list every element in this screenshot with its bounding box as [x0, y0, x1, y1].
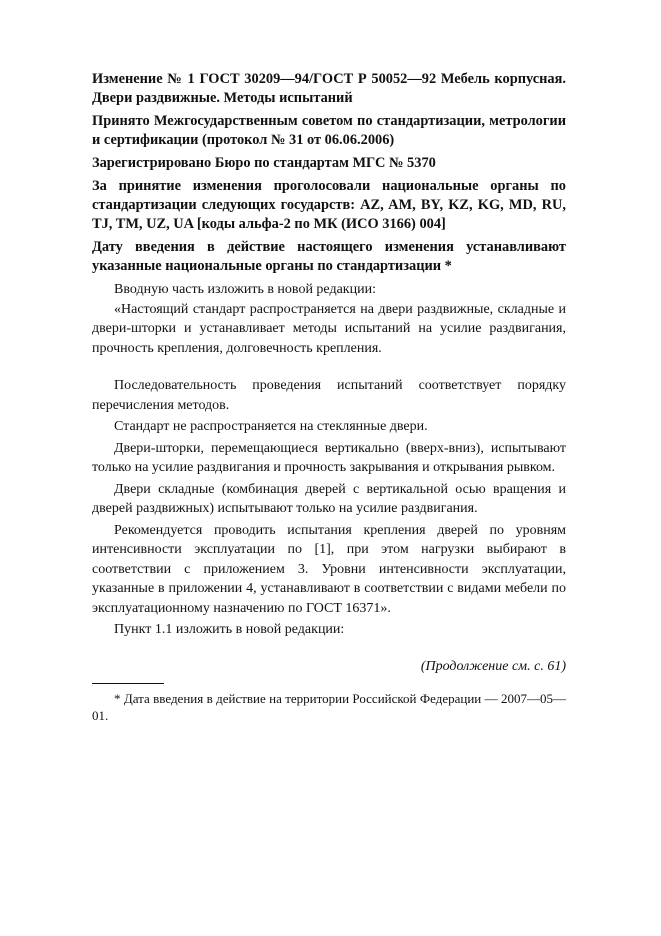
- footnote: * Дата введения в действие на территории Российской Федерации — 2007—05—01.: [92, 691, 566, 723]
- curtain-doors-paragraph: Двери-шторки, перемещающиеся вертикально (вверх-вниз), испытывают только на усилие раздвигания и прочность закрывания и открывания рывком.: [92, 440, 566, 475]
- intro-instruction: Вводную часть изложить в новой редакции:: [114, 282, 376, 297]
- intensity-paragraph: Рекомендуется проводить испытания крепления дверей по уровням интенсивности эксплуатации по [1], при этом нагрузки выбирают в соответствии с приложением 3. Уровни интенсивности эксплуатации, указанные в приложении 4, устанавливают в соответствии с видами мебели по эксплуатационному назначению по ГОСТ 16371».: [92, 522, 566, 616]
- footnote-divider: [92, 683, 164, 684]
- folding-doors-paragraph: Двери складные (комбинация дверей с вертикальной осью вращения и дверей раздвижных) испытывают только на усилие раздвигания.: [92, 481, 566, 516]
- sequence-paragraph: Последовательность проведения испытаний соответствует порядку перечисления методов.: [92, 378, 566, 413]
- effective-date-note: Дату введения в действие настоящего изменения устанавливают указанные национальные органы по стандартизации *: [92, 239, 566, 274]
- amendment-title: Изменение № 1 ГОСТ 30209—94/ГОСТ Р 50052—92 Мебель корпусная. Двери раздвижные. Методы испытаний: [92, 71, 566, 106]
- registration-note: Зарегистрировано Бюро по стандартам МГС № 5370: [92, 155, 436, 171]
- clause-instruction: Пункт 1.1 изложить в новой редакции:: [114, 622, 345, 637]
- continuation-note: (Продолжение см. с. 61): [420, 658, 566, 674]
- adopted-note: Принято Межгосударственным советом по стандартизации, метрологии и сертификации (протокол № 31 от 06.06.2006): [92, 113, 566, 148]
- document-page: [92, 64, 566, 676]
- glass-doors-paragraph: Стандарт не распространяется на стеклянные двери.: [114, 419, 428, 434]
- voting-states-note: За принятие изменения проголосовали национальные органы по стандартизации следующих государств: AZ, AM, BY, KZ, KG, MD, RU, TJ, TM, UZ, UA [коды альфа-2 по МК (ИСО 3166) 004]: [92, 178, 566, 232]
- scope-paragraph: «Настоящий стандарт распространяется на двери раздвижные, складные и двери-шторки и устанавливает методы испытаний на усилие раздвигания, прочность крепления, долговечность крепления.: [92, 301, 566, 356]
